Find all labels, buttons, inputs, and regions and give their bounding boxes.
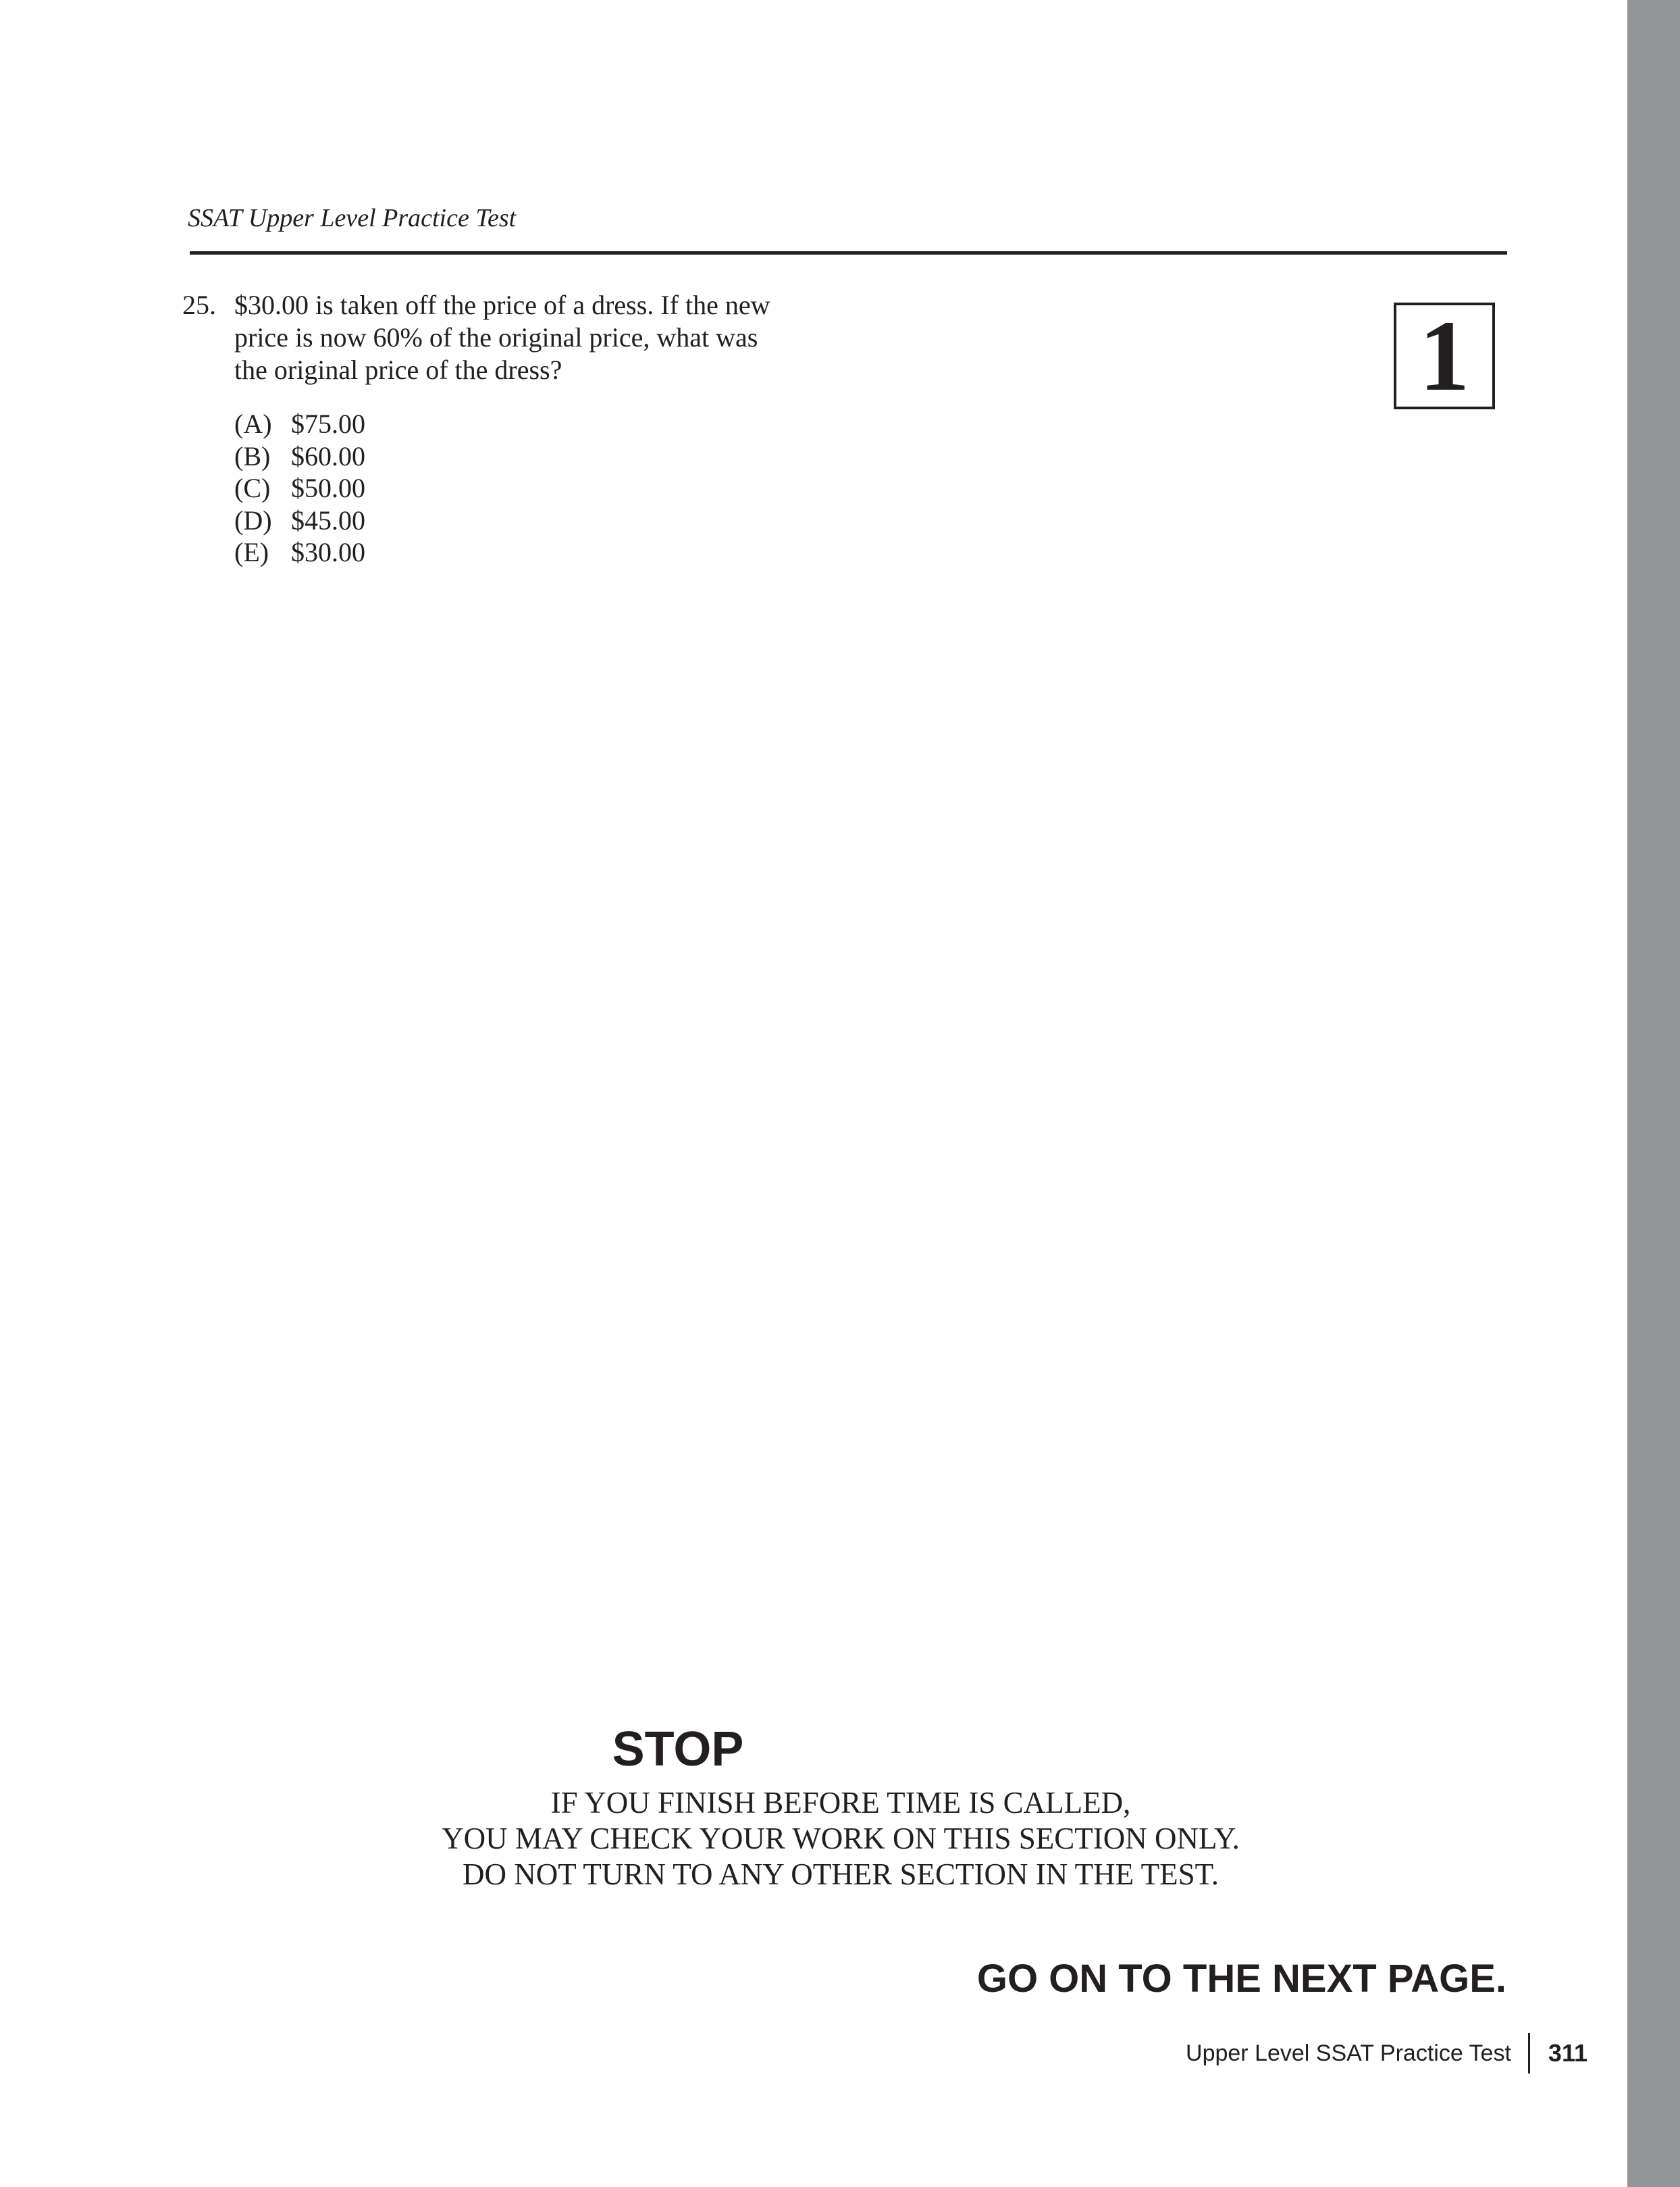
answer-choice-e[interactable] [234,536,365,569]
running-head: SSAT Upper Level Practice Test [188,204,517,232]
answer-choice-d[interactable] [234,505,365,537]
choice-letter: (D) [234,505,272,536]
stop-heading: STOP [612,1722,744,1776]
choice-letter: (E) [234,537,269,567]
choice-text: $50.00 [291,473,365,503]
question-stem [234,289,829,386]
footer-divider [1528,2033,1530,2074]
question-stem-line: the original price of the dress? [234,355,562,385]
side-edge-tab [1627,0,1680,2187]
choice-letter: (B) [234,440,271,471]
choice-letter: (A) [234,409,272,439]
choice-text: $75.00 [291,409,365,439]
answer-choices [234,408,365,569]
question-stem-line: price is now 60% of the original price, what was [234,322,758,353]
choice-letter: (C) [234,473,271,503]
page-number: 311 [1548,2039,1587,2067]
section-number-box [1394,300,1495,412]
stop-instructions [162,1785,1519,1893]
header-rule [190,251,1507,255]
choice-text: $30.00 [291,537,365,567]
question-stem-line: $30.00 is taken off the price of a dress. If the new [234,290,770,320]
page-footer [1186,2033,1587,2074]
footer-title: Upper Level SSAT Practice Test [1186,2040,1511,2066]
choice-text: $45.00 [291,505,365,536]
answer-choice-c[interactable] [234,472,365,505]
answer-choice-a[interactable] [234,408,365,440]
choice-text: $60.00 [291,440,365,471]
section-number: 1 [1419,300,1470,412]
stop-instruction-line: DO NOT TURN TO ANY OTHER SECTION IN THE TEST. [462,1857,1219,1891]
question-number: 25. [182,290,216,320]
answer-choice-b[interactable] [234,440,365,473]
next-page-instruction: GO ON TO THE NEXT PAGE. [976,1957,1506,2001]
stop-instruction-line: YOU MAY CHECK YOUR WORK ON THIS SECTION ONLY. [442,1822,1240,1855]
stop-instruction-line: IF YOU FINISH BEFORE TIME IS CALLED, [550,1786,1131,1820]
